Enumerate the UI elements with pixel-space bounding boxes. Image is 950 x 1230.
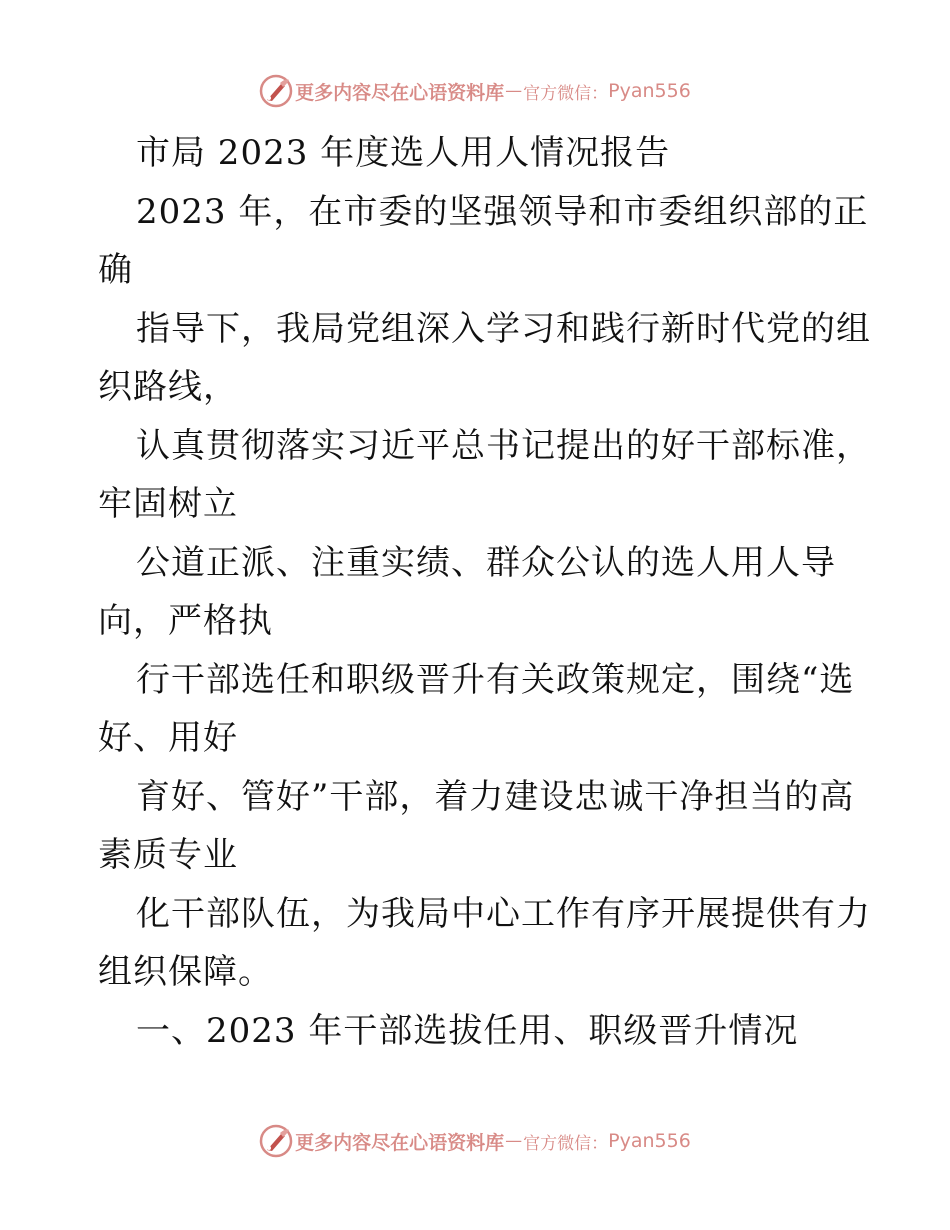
paragraph-line: 行干部选任和职级晋升有关政策规定，围绕“选 [136, 659, 855, 700]
banner-wechat-id: Pyan556 [608, 1130, 691, 1152]
quill-pen-logo-icon [259, 74, 293, 108]
banner-wechat-label: 官方微信： [523, 1133, 609, 1154]
banner-slogan: 更多内容尽在心语资料库 [295, 1131, 505, 1154]
paragraph-line: 认真贯彻落实习近平总书记提出的好干部标准， [136, 425, 871, 466]
paragraph-line: 化干部队伍，为我局中心工作有序开展提供有力 [136, 893, 871, 934]
document-title: 市局 2023 年度选人用人情况报告 [136, 133, 671, 173]
header-banner [0, 71, 950, 111]
paragraph-line: 好、用好 [98, 718, 238, 758]
paragraph-line: 指导下，我局党组深入学习和践行新时代党的组 [136, 308, 871, 349]
banner-separator: — [505, 81, 523, 101]
paragraph-line: 育好、管好”干部，着力建设忠诚干净担当的高 [136, 776, 855, 817]
paragraph-line: 向，严格执 [98, 601, 273, 641]
footer-banner [0, 1121, 950, 1161]
paragraph-line: 2023 年，在市委的坚强领导和市委组织部的正 [136, 191, 869, 232]
banner-wechat-label: 官方微信： [523, 83, 609, 104]
paragraph-line: 组织保障。 [98, 952, 273, 992]
banner-wechat-id: Pyan556 [608, 80, 691, 102]
paragraph-line: 牢固树立 [98, 484, 238, 524]
document-body [98, 124, 871, 1060]
paragraph-line: 织路线， [98, 367, 238, 407]
paragraph-line: 公道正派、注重实绩、群众公认的选人用人导 [136, 542, 836, 583]
paragraph-line: 确 [98, 250, 133, 290]
banner-slogan: 更多内容尽在心语资料库 [295, 81, 505, 104]
section-heading: 一、2023 年干部选拔任用、职级晋升情况 [136, 1010, 799, 1051]
banner-separator: — [505, 1131, 523, 1151]
quill-pen-logo-icon [259, 1124, 293, 1158]
paragraph-line: 素质专业 [98, 835, 238, 875]
